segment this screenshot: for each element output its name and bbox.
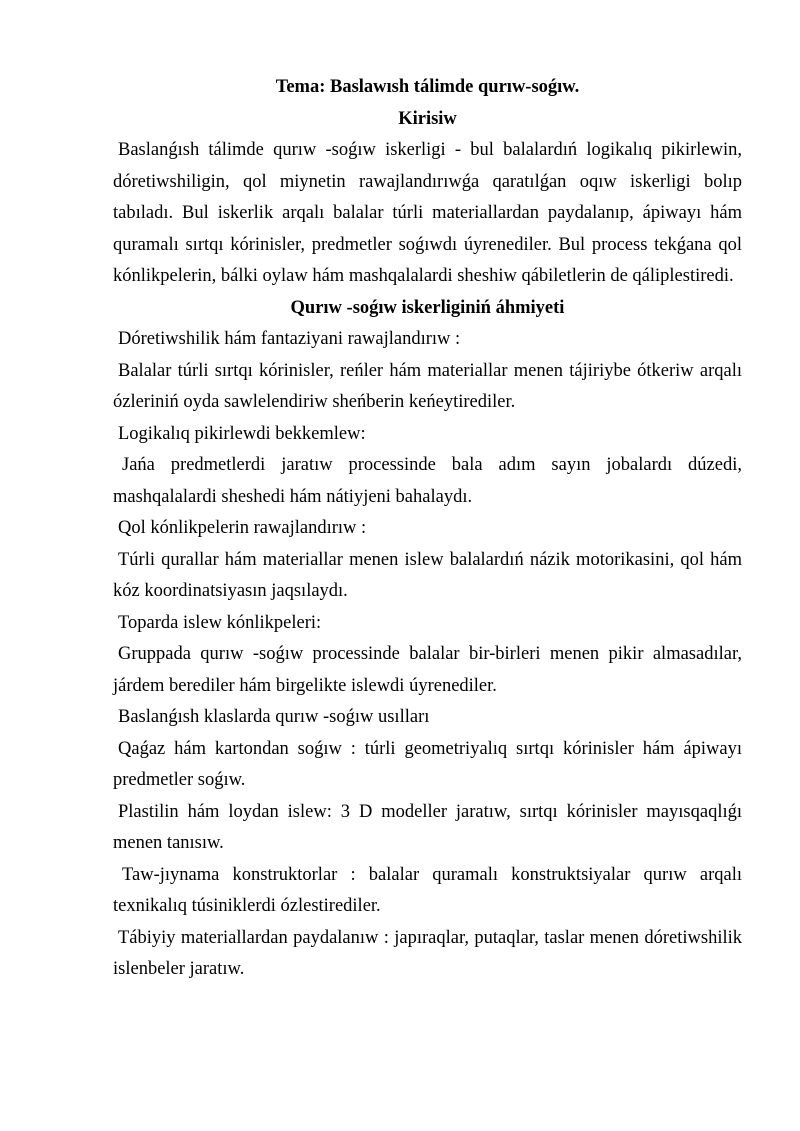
section-paragraph: Balalar túrli sırtqı kórinisler, reńler hám materiallar menen tájiriybe ótkeriw arqalı ózleriniń oyda sawlelendiriw sheńberin keńeytirediler.: [113, 360, 742, 412]
method-paragraph: Plastilin hám loydan islew: 3 D modeller jaratıw, sırtqı kórinisler mayısqaqlıǵı menen tanısıw.: [113, 801, 742, 853]
document-page: [113, 72, 742, 986]
section-paragraph: Túrli qurallar hám materiallar menen islew balalardıń názik motorikasini, qol hám kóz koordinatsiyasın jaqsılaydı.: [113, 549, 742, 601]
method-paragraph: Qaǵaz hám kartondan soǵıw : túrli geometriyalıq sırtqı kórinisler hám ápiwayı predmetler soǵıw.: [113, 738, 742, 790]
section-subtitle: Logikalıq pikirlewdi bekkemlew:: [118, 423, 366, 444]
section-subtitle: Qol kónlikpelerin rawajlandırıw :: [118, 518, 367, 538]
section-subtitle: Dóretiwshilik hám fantaziyani rawajlandırıw :: [118, 329, 461, 349]
section-subtitle: Toparda islew kónlikpeleri:: [118, 612, 322, 633]
document-title: Tema: Baslawısh tálimde qurıw-soǵıw.: [275, 77, 580, 97]
section-paragraph: Jańa predmetlerdi jaratıw processinde bala adım sayın jobalardı dúzedi, mashqalalardi sheshedi hám nátiyjeni bahalaydı.: [113, 455, 742, 507]
intro-paragraph: Baslanǵısh tálimde qurıw -soǵıw iskerligi - bul balalardıń logikalıq pikirlewin, dóretiwshiligin, qol miynetin rawajlandırıwǵa qaratılǵan oqıw iskerligi bolıp tabıladı. Bul iskerlik arqalı balalar túrli materiallardan paydalanıp, ápiwayı hám quramalı sırtqı kórinisler, predmetler soǵıwdı úyrenediler. Bul process tekǵana qol kónlikpelerin, bálki oylaw hám mashqalalardi sheshiw qábiletlerin de qáliplestiredi.: [113, 140, 742, 286]
method-paragraph: Taw-jıynama konstruktorlar : balalar quramalı konstruktsiyalar qurıw arqalı texnikalıq túsiniklerdi ózlestirediler.: [113, 864, 742, 916]
section-paragraph: Gruppada qurıw -soǵıw processinde balalar bir-birleri menen pikir almasadılar, járdem berediler hám birgelikte islewdi úyrenediler.: [113, 644, 742, 696]
methods-heading: Baslanǵısh klaslarda qurıw -soǵıw usılları: [118, 707, 430, 727]
method-paragraph: Tábiyiy materiallardan paydalanıw : japıraqlar, putaqlar, taslar menen dóretiwshilik islenbeler jaratıw.: [113, 927, 742, 979]
importance-heading: Qurıw -soǵıw iskerliginiń áhmiyeti: [290, 297, 565, 318]
intro-heading: Kirisiw: [398, 108, 457, 129]
